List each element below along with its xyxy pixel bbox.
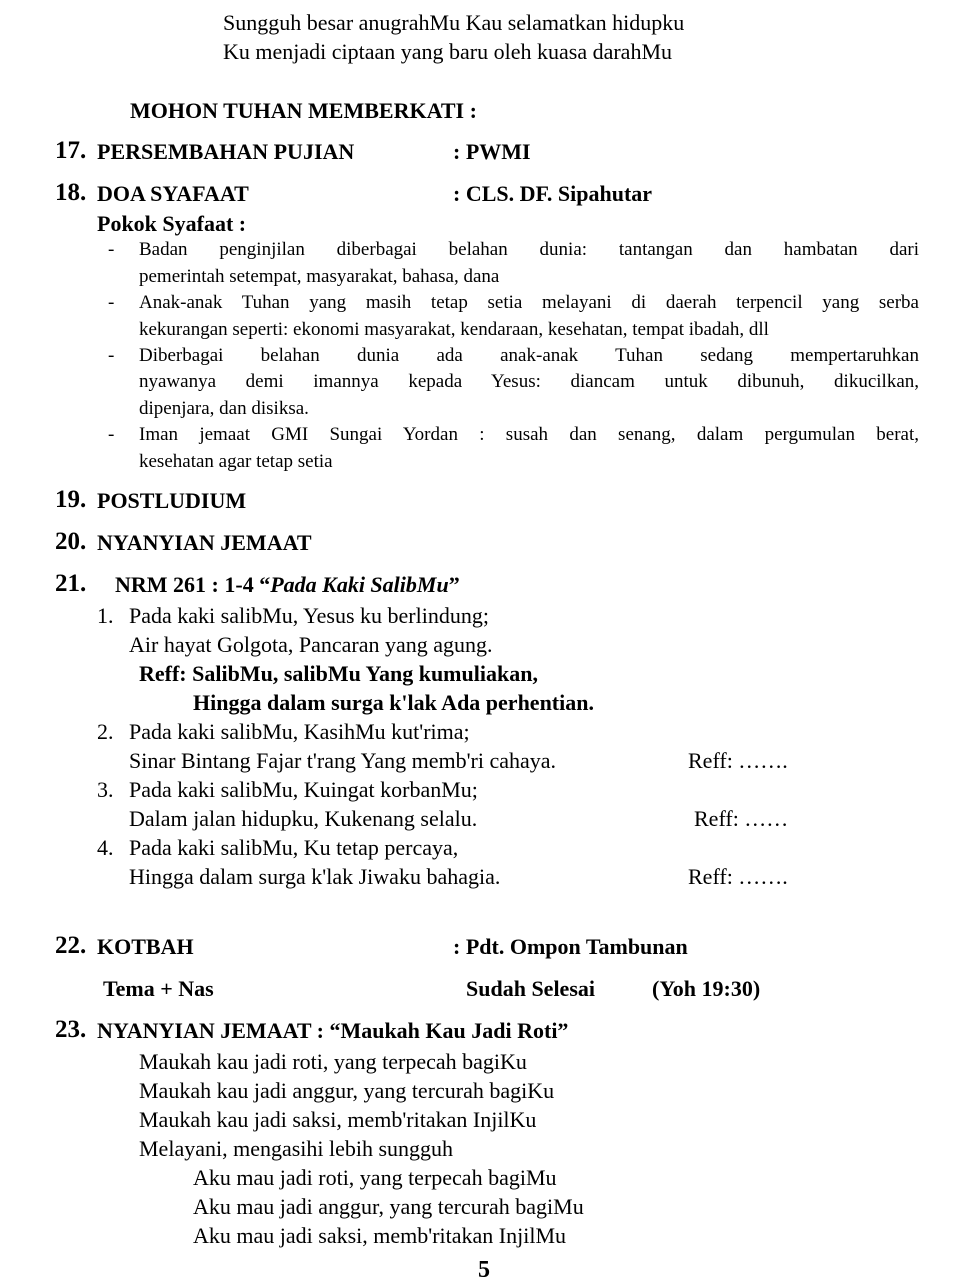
prayer-item-3-line-1: Diberbagai belahan dunia ada anak-anak Tuhan sedang mempertaruhkan [139, 345, 919, 366]
section-20-number: 20. [55, 528, 87, 555]
verse-2-line-1: Pada kaki salibMu, KasihMu kut'rima; [129, 719, 470, 744]
prayer-item-2-line-1: Anak-anak Tuhan yang masih tetap setia melayani di daerah terpencil yang serba [139, 292, 919, 313]
intro-line-1: Sungguh besar anugrahMu Kau selamatkan hidupku [223, 10, 685, 35]
verse-3-reff: Reff: …… [694, 806, 789, 831]
section-22-title: KOTBAH [97, 934, 194, 959]
bullet-1: - [108, 239, 115, 260]
refrain-line-1: Reff: SalibMu, salibMu Yang kumuliakan, [139, 661, 538, 686]
bullet-3: - [108, 345, 115, 366]
verse-4-reff: Reff: ……. [688, 864, 788, 889]
prayer-item-3-line-2: nyawanya demi imannya kepada Yesus: diancam untuk dibunuh, dikucilkan, [139, 371, 919, 392]
refrain-line-2: Hingga dalam surga k'lak Ada perhentian. [193, 690, 594, 715]
blessing-heading: MOHON TUHAN MEMBERKATI : [130, 98, 477, 123]
song-reply-line-2: Aku mau jadi anggur, yang tercurah bagiMu [193, 1194, 584, 1219]
sermon-theme-label: Tema + Nas [103, 976, 214, 1001]
song-line-2: Maukah kau jadi anggur, yang tercurah bagiKu [139, 1078, 555, 1103]
section-18-subtitle: Pokok Syafaat : [97, 211, 247, 236]
hymn-title-suffix: ” [448, 572, 460, 597]
hymn-title-prefix: NRM 261 : 1-4 “ [115, 572, 271, 597]
section-19-number: 19. [55, 486, 87, 513]
sermon-theme-value: Sudah Selesai [466, 976, 595, 1001]
verse-3-number: 3. [97, 777, 114, 802]
section-21-number: 21. [55, 570, 87, 597]
prayer-item-1-line-2: pemerintah setempat, masyarakat, bahasa, dana [139, 266, 500, 287]
verse-2-number: 2. [97, 719, 114, 744]
section-17-title: PERSEMBAHAN PUJIAN [97, 139, 355, 164]
section-18-number: 18. [55, 179, 87, 206]
section-21-title [115, 574, 460, 596]
verse-1-line-2: Air hayat Golgota, Pancaran yang agung. [129, 632, 493, 657]
verse-1-line-1: Pada kaki salibMu, Yesus ku berlindung; [129, 603, 489, 628]
section-18-title: DOA SYAFAAT [97, 181, 249, 206]
song-reply-line-1: Aku mau jadi roti, yang terpecah bagiMu [193, 1165, 557, 1190]
section-23-number: 23. [55, 1016, 87, 1043]
song-line-3: Maukah kau jadi saksi, memb'ritakan InjilKu [139, 1107, 537, 1132]
verse-2-reff: Reff: ……. [688, 748, 788, 773]
verse-3-line-1: Pada kaki salibMu, Kuingat korbanMu; [129, 777, 478, 802]
section-23-title: NYANYIAN JEMAAT : “Maukah Kau Jadi Roti” [97, 1018, 569, 1043]
verse-3-line-2: Dalam jalan hidupku, Kukenang selalu. [129, 806, 478, 831]
hymn-title-italic: Pada Kaki SalibMu [270, 572, 449, 597]
section-20-title: NYANYIAN JEMAAT [97, 530, 312, 555]
prayer-item-4-line-1: Iman jemaat GMI Sungai Yordan : susah dan senang, dalam pergumulan berat, [139, 424, 919, 445]
page-number: 5 [478, 1257, 490, 1283]
bullet-2: - [108, 292, 115, 313]
section-17-number: 17. [55, 137, 87, 164]
intro-line-2: Ku menjadi ciptaan yang baru oleh kuasa darahMu [223, 39, 673, 64]
prayer-item-4-line-2: kesehatan agar tetap setia [139, 451, 333, 472]
verse-2-line-2: Sinar Bintang Fajar t'rang Yang memb'ri cahaya. [129, 748, 557, 773]
song-line-4: Melayani, mengasihi lebih sungguh [139, 1136, 454, 1161]
prayer-item-3-line-3: dipenjara, dan disiksa. [139, 398, 309, 419]
verse-4-number: 4. [97, 835, 114, 860]
verse-4-line-1: Pada kaki salibMu, Ku tetap percaya, [129, 835, 459, 860]
section-18-value: : CLS. DF. Sipahutar [453, 181, 653, 206]
section-19-title: POSTLUDIUM [97, 488, 247, 513]
section-17-value: : PWMI [453, 139, 531, 164]
section-22-number: 22. [55, 932, 87, 959]
verse-1-number: 1. [97, 603, 114, 628]
song-reply-line-3: Aku mau jadi saksi, memb'ritakan InjilMu [193, 1223, 567, 1248]
bullet-4: - [108, 424, 115, 445]
section-22-value: : Pdt. Ompon Tambunan [453, 934, 688, 959]
song-line-1: Maukah kau jadi roti, yang terpecah bagiKu [139, 1049, 527, 1074]
prayer-item-1-line-1: Badan penginjilan diberbagai belahan dunia: tantangan dan hambatan dari [139, 239, 919, 260]
sermon-scripture-ref: (Yoh 19:30) [652, 976, 761, 1001]
verse-4-line-2: Hingga dalam surga k'lak Jiwaku bahagia. [129, 864, 501, 889]
prayer-item-2-line-2: kekurangan seperti: ekonomi masyarakat, kendaraan, kesehatan, tempat ibadah, dll [139, 319, 769, 340]
